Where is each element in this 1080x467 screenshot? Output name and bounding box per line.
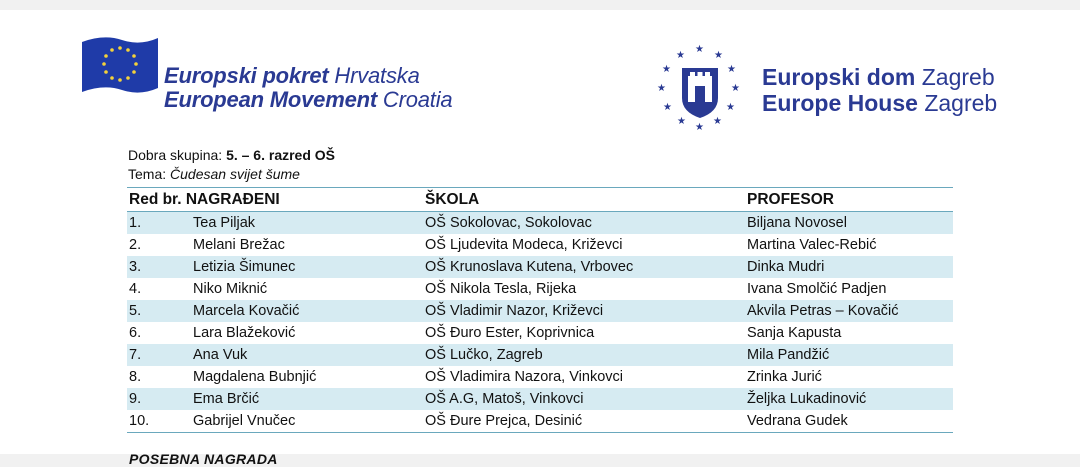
document-meta [128,146,335,184]
svg-text:★: ★ [695,44,704,55]
row-name: Lara Blažeković [193,325,296,341]
left-org-line1-rest: Hrvatska [334,63,420,88]
svg-text:★: ★ [731,83,740,94]
left-org-line2-bold: European Movement [164,87,377,112]
group-label: Dobra skupina: [128,147,223,163]
row-school: OŠ Đuro Ester, Koprivnica [425,325,595,341]
svg-text:★: ★ [677,116,686,127]
table-row [127,366,953,388]
row-name: Melani Brežac [193,237,285,253]
table-row [127,212,953,234]
row-name: Tea Piljak [193,215,256,231]
row-name: Letizia Šimunec [193,259,296,275]
row-teacher: Željka Lukadinović [747,391,867,407]
row-name: Magdalena Bubnjić [193,369,317,385]
special-award-heading: POSEBNA NAGRADA [129,451,278,467]
table-row [127,300,953,322]
row-number: 5. [129,303,142,319]
row-school: OŠ Ljudevita Modeca, Križevci [425,237,623,253]
table-row [127,388,953,410]
table-row [127,410,953,433]
row-school: OŠ Vladimira Nazora, Vinkovci [425,369,623,385]
row-school: OŠ Lučko, Zagreb [425,347,543,363]
row-school: OŠ Sokolovac, Sokolovac [425,215,592,231]
row-school: OŠ Vladimir Nazor, Križevci [425,303,604,319]
svg-text:★: ★ [663,102,672,113]
theme-label: Tema: [128,166,167,182]
row-name: Ema Brčić [193,391,260,407]
row-number: 1. [129,215,142,231]
zagreb-crest-icon [652,38,748,134]
awards-table [127,187,953,433]
row-school: OŠ Đure Prejca, Desinić [425,413,583,429]
row-number: 3. [129,259,142,275]
europe-house-logo [652,38,1012,138]
header-no-name: Red br. NAGRAĐENI [129,191,280,208]
row-number: 10. [129,413,150,429]
document-page [0,10,1080,467]
row-name: Marcela Kovačić [193,303,300,319]
row-number: 7. [129,347,142,363]
row-name: Ana Vuk [193,347,248,363]
left-org-line1-bold: Europski pokret [164,63,329,88]
row-number: 9. [129,391,142,407]
row-teacher: Akvila Petras – Kovačić [747,303,899,319]
row-teacher: Vedrana Gudek [747,413,848,429]
svg-text:★: ★ [726,102,735,113]
group-value: 5. – 6. razred OŠ [226,147,336,163]
header-teacher: PROFESOR [747,191,834,208]
table-row [127,344,953,366]
row-teacher: Ivana Smolčić Padjen [747,281,887,297]
row-school: OŠ A.G, Matoš, Vinkovci [425,391,584,407]
row-number: 2. [129,237,142,253]
svg-text:★: ★ [714,50,723,61]
left-org-line2-rest: Croatia [382,87,453,112]
row-school: OŠ Nikola Tesla, Rijeka [425,281,577,297]
svg-text:★: ★ [695,122,704,133]
right-org-line1-bold: Europski dom [762,64,916,90]
group-line [128,146,335,165]
table-row [127,234,953,256]
svg-text:★: ★ [676,50,685,61]
svg-text:★: ★ [657,83,666,94]
header-school: ŠKOLA [425,191,480,208]
row-teacher: Biljana Novosel [747,215,847,231]
row-teacher: Sanja Kapusta [747,325,842,341]
table-row [127,256,953,278]
row-number: 6. [129,325,142,341]
svg-text:★: ★ [713,116,722,127]
right-org-line1-rest: Zagreb [921,64,995,90]
table-row [127,278,953,300]
row-teacher: Dinka Mudri [747,259,825,275]
row-teacher: Zrinka Jurić [747,369,822,385]
row-number: 4. [129,281,142,297]
right-org-line2-rest: Zagreb [924,90,998,116]
row-teacher: Mila Pandžić [747,347,830,363]
eu-flag-icon [78,34,162,98]
theme-line [128,165,335,184]
row-school: OŠ Krunoslava Kutena, Vrbovec [425,259,634,275]
row-name: Gabrijel Vnučec [193,413,296,429]
table-row [127,322,953,344]
row-teacher: Martina Valec-Rebić [747,237,877,253]
table-header-row [127,187,953,212]
european-movement-logo [78,34,508,130]
svg-text:★: ★ [662,64,671,75]
row-name: Niko Miknić [193,281,268,297]
row-number: 8. [129,369,142,385]
theme-value: Čudesan svijet šume [170,166,300,182]
right-org-line2-bold: Europe House [762,90,918,116]
svg-text:★: ★ [727,64,736,75]
